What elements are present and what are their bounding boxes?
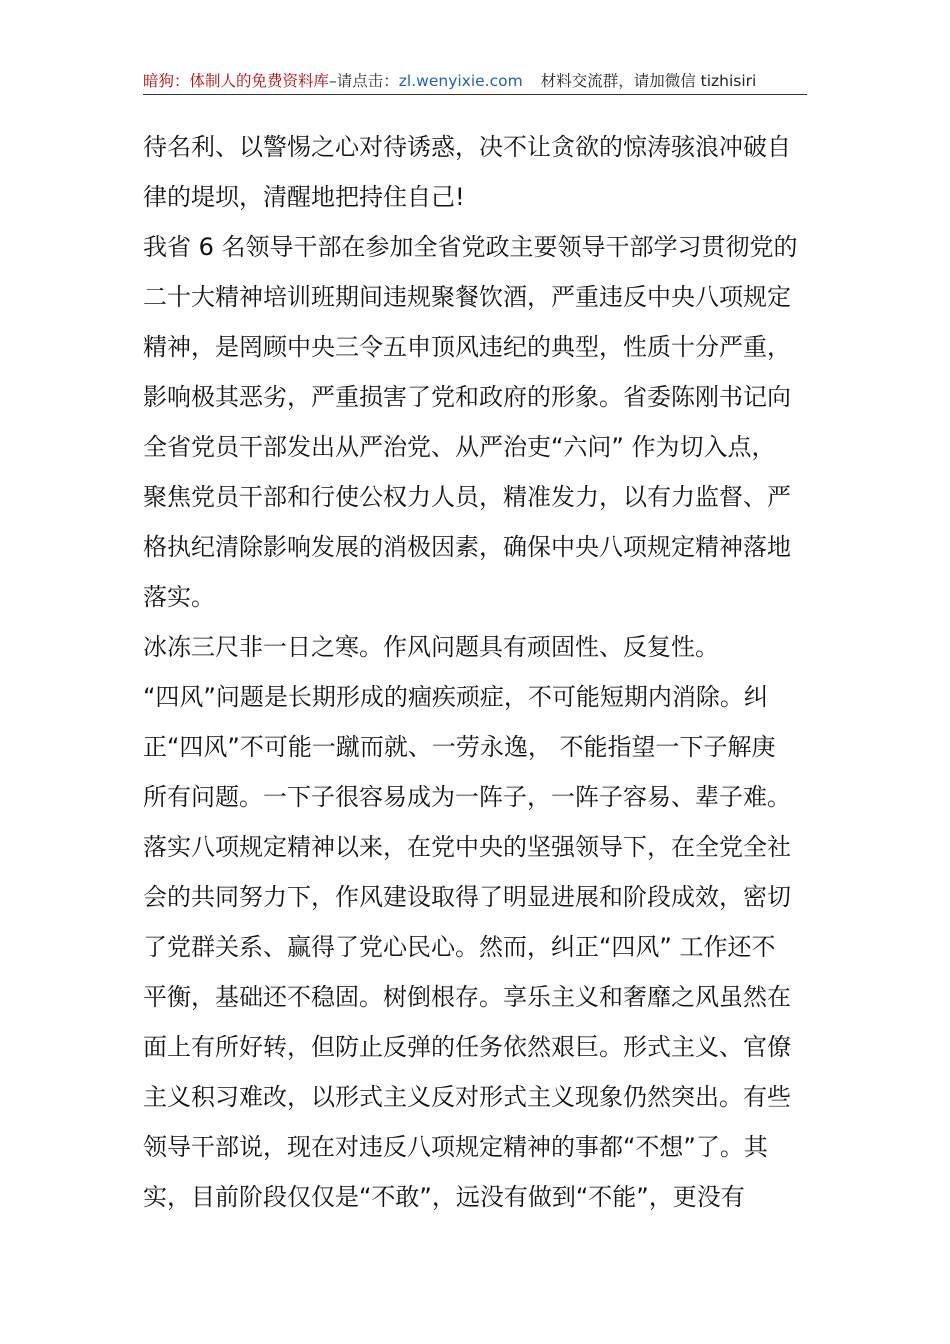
- text-line: 实，目前阶段仅仅是“不敢”，远没有做到“不能”，更没有: [143, 1183, 745, 1211]
- text-line: 影响极其恶劣，严重损害了党和政府的形象。省委陈刚书记向: [143, 383, 791, 411]
- text-line: 面上有所好转，但防止反弹的任务依然艰巨。形式主义、官僚: [143, 1033, 791, 1061]
- header-wechat: 材料交流群，请加微信 tizhisiri: [540, 72, 757, 90]
- text-line: 待名利、以警惕之心对待诱惑，决不让贪欲的惊涛骇浪冲破自: [143, 133, 791, 161]
- text-line: 领导干部说，现在对违反八项规定精神的事都“不想”了。其: [143, 1133, 768, 1161]
- text-line: 二十大精神培训班期间违规聚餐饮酒，严重违反中央八项规定: [143, 283, 791, 311]
- text-line: 主义积习难改，以形式主义反对形式主义现象仍然突出。有些: [143, 1083, 791, 1111]
- text-line: “四风”问题是长期形成的痼疾顽症，不可能短期内消除。纠: [143, 683, 768, 711]
- text-line: 落实八项规定精神以来，在党中央的坚强领导下，在全党全社: [143, 833, 791, 861]
- text-line: 正“四风”不可能一蹴而就、一劳永逸， 不能指望一下子解庚: [143, 733, 776, 761]
- text-line: 精神，是罔顾中央三令五申顶风违纪的典型，性质十分严重，: [143, 333, 791, 361]
- text-line: 冰冻三尺非一日之寒。作风问题具有顽固性、反复性。: [143, 633, 719, 661]
- header-brand: 暗狗：体制人的免费资料库: [143, 72, 330, 90]
- text-line: 所有问题。一下子很容易成为一阵子，一阵子容易、辈子难。: [143, 783, 791, 811]
- text-line: 落实。: [143, 583, 215, 611]
- header-url-link[interactable]: zl.wenyixie.com: [398, 72, 523, 90]
- document-body: [143, 122, 807, 1222]
- text-line: 会的共同努力下，作风建设取得了明显进展和阶段成效，密切: [143, 883, 791, 911]
- text-line: 了党群关系、赢得了党心民心。然而，纠正“四风” 工作还不: [143, 933, 776, 961]
- text-line: 我省 6 名领导干部在参加全省党政主要领导干部学习贯彻党的: [143, 233, 798, 261]
- text-line: 格执纪清除影响发展的消极因素，确保中央八项规定精神落地: [143, 533, 791, 561]
- text-line: 平衡，基础还不稳固。树倒根存。享乐主义和奢靡之风虽然在: [143, 983, 791, 1011]
- header-prompt: –请点击：: [329, 72, 399, 90]
- text-line: 全省党员干部发出从严治党、从严治吏“六问” 作为切入点，: [143, 433, 776, 461]
- text-line: 律的堤坝，清醒地把持住自己!: [143, 183, 465, 211]
- text-line: 聚焦党员干部和行使公权力人员，精准发力，以有力监督、严: [143, 483, 791, 511]
- page-header: [143, 68, 807, 95]
